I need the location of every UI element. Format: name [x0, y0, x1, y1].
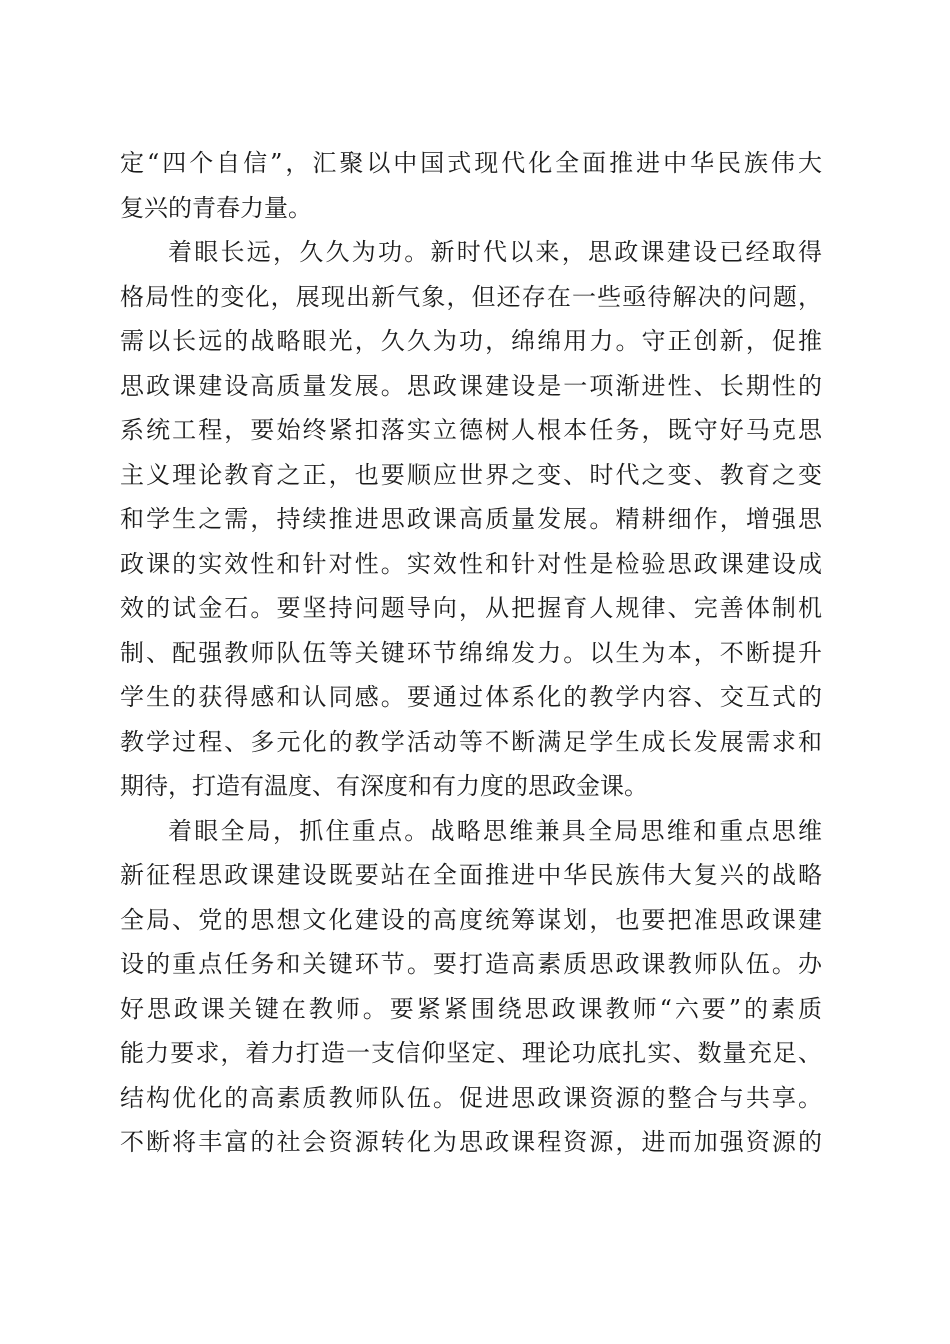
text-line: 效的试金石。要坚持问题导向，从把握育人规律、完善体制机	[120, 594, 822, 622]
text-line: 主义理论教育之正，也要顺应世界之变、时代之变、教育之变	[120, 460, 822, 489]
text-line: 好思政课关键在教师。要紧紧围绕思政课教师“六要”的素质	[120, 994, 822, 1023]
text-line: 教学过程、多元化的教学活动等不断满足学生成长发展需求和	[120, 727, 822, 756]
text-line: 系统工程，要始终紧扣落实立德树人根本任务，既守好马克思	[120, 416, 822, 444]
text-line: 设的重点任务和关键环节。要打造高素质思政课教师队伍。办	[120, 950, 822, 978]
text-line: 新征程思政课建设既要站在全面推进中华民族伟大复兴的战略	[120, 861, 822, 889]
text-line: 着眼长远，久久为功。新时代以来，思政课建设已经取得	[168, 238, 822, 266]
text-line: 结构优化的高素质教师队伍。促进思政课资源的整合与共享。	[120, 1083, 822, 1112]
text-line: 需以长远的战略眼光，久久为功，绵绵用力。守正创新，促推	[120, 327, 822, 355]
document-page	[120, 141, 822, 1165]
text-line: 制、配强教师队伍等关键环节绵绵发力。以生为本，不断提升	[120, 638, 822, 667]
text-line: 政课的实效性和针对性。实效性和针对性是检验思政课建设成	[120, 549, 822, 578]
text-line: 思政课建设高质量发展。思政课建设是一项渐进性、长期性的	[120, 371, 822, 400]
text-line: 复兴的青春力量。	[120, 193, 312, 222]
text-line: 着眼全局，抓住重点。战略思维兼具全局思维和重点思维	[168, 816, 822, 845]
text-line: 和学生之需，持续推进思政课高质量发展。精耕细作，增强思	[120, 505, 822, 533]
text-line: 全局、党的思想文化建设的高度统筹谋划，也要把准思政课建	[120, 905, 822, 934]
text-line: 期待，打造有温度、有深度和有力度的思政金课。	[120, 772, 648, 800]
paragraph	[120, 141, 822, 230]
text-line: 学生的获得感和认同感。要通过体系化的教学内容、交互式的	[120, 683, 822, 711]
text-line: 定“四个自信”，汇聚以中国式现代化全面推进中华民族伟大	[120, 149, 822, 177]
paragraph	[120, 809, 822, 1165]
paragraph	[120, 230, 822, 809]
text-line: 格局性的变化，展现出新气象，但还存在一些亟待解决的问题，	[120, 282, 822, 311]
text-line: 不断将丰富的社会资源转化为思政课程资源，进而加强资源的	[120, 1128, 822, 1156]
text-line: 能力要求，着力打造一支信仰坚定、理论功底扎实、数量充足、	[120, 1039, 822, 1067]
